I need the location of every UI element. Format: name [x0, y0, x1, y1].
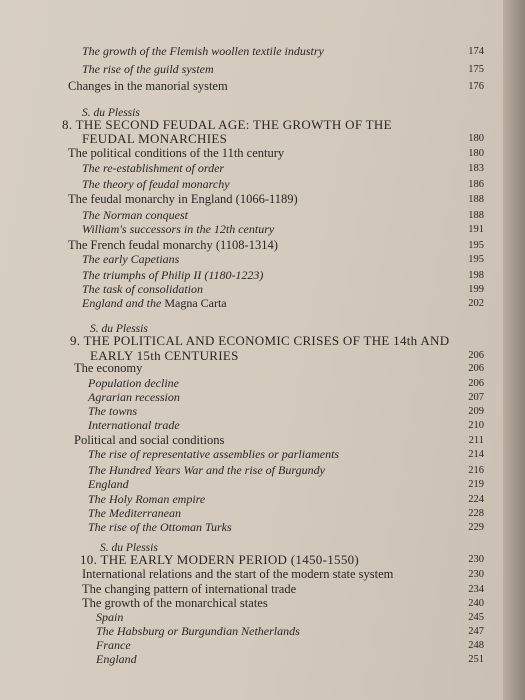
section-title: The theory of feudal monarchy: [82, 177, 230, 191]
section-title: The growth of the monarchical states: [82, 596, 268, 610]
toc-line: [0, 433, 525, 448]
section-title: The Mediterranean: [88, 506, 181, 520]
toc-line: [0, 376, 525, 391]
toc-line: [0, 447, 525, 462]
page-number: 202: [468, 298, 484, 309]
section-title: The towns: [88, 404, 138, 418]
section-title: The rise of the Ottoman Turks: [88, 520, 232, 534]
page-number: 228: [468, 508, 484, 519]
section-title: The Habsburg or Burgundian Netherlands: [96, 624, 300, 638]
toc-line: [0, 652, 525, 667]
page-number: 209: [468, 406, 484, 417]
toc-line: [0, 361, 525, 376]
toc-line: [0, 624, 525, 639]
page-number: 180: [468, 133, 484, 144]
page-number: 175: [468, 64, 484, 75]
toc-line: [0, 390, 525, 405]
section-title: England: [96, 652, 137, 666]
section-title: France: [96, 638, 131, 652]
page-number: 210: [468, 420, 484, 431]
section-title: The Hundred Years War and the rise of Burgundy: [88, 463, 325, 477]
section-title: England: [88, 477, 129, 491]
toc-line: [0, 333, 525, 348]
toc-line: [0, 117, 525, 132]
toc-line: [0, 404, 525, 419]
toc-line: [0, 268, 525, 283]
section-title: William's successors in the 12th century: [82, 222, 275, 236]
section-title: The rise of the guild system: [82, 62, 214, 76]
page-number: 234: [468, 584, 484, 595]
section-title: International relations and the start of the modern state system: [82, 567, 394, 581]
toc-line: [0, 161, 525, 176]
section-title: The re-establishment of order: [82, 161, 225, 175]
section-title: [82, 296, 227, 311]
page-number: 211: [468, 435, 484, 446]
page-number: 176: [468, 81, 484, 92]
toc-line: [0, 177, 525, 192]
page-number: 195: [468, 254, 484, 265]
page-number: 183: [468, 163, 484, 174]
page-number: 206: [468, 378, 484, 389]
section-title: The Holy Roman empire: [88, 492, 206, 506]
page-number: 188: [468, 194, 484, 205]
toc-line: [0, 62, 525, 77]
page-number: 248: [468, 640, 484, 651]
toc-line: [0, 208, 525, 223]
page-number: 219: [468, 479, 484, 490]
section-title: The economy: [74, 361, 143, 375]
section-title: The French feudal monarchy (1108-1314): [68, 238, 278, 252]
section-title: Agrarian recession: [88, 390, 180, 404]
section-title: The growth of the Flemish woollen textile industry: [82, 44, 324, 58]
toc-line: [0, 477, 525, 492]
page-number: 191: [468, 224, 484, 235]
section-title: Spain: [96, 610, 124, 624]
page-number: 206: [468, 350, 484, 361]
section-title: The feudal monarchy in England (1066-1189): [68, 192, 298, 206]
page-number: 224: [468, 494, 484, 505]
toc-line: [0, 252, 525, 267]
toc-line: [0, 463, 525, 478]
chapter-author: S. du Plessis: [100, 542, 158, 554]
section-title: Changes in the manorial system: [68, 79, 228, 93]
section-title: The Norman conquest: [82, 208, 188, 222]
page-number: 199: [468, 284, 484, 295]
toc-line: [0, 79, 525, 94]
toc-line: [0, 282, 525, 297]
section-title-part: Magna Carta: [164, 296, 227, 310]
toc-line: [0, 567, 525, 582]
page-number: 180: [468, 148, 484, 159]
chapter-title: 10. THE EARLY MODERN PERIOD (1450-1550): [80, 552, 360, 567]
toc-line: [0, 131, 525, 146]
page-number: 206: [468, 363, 484, 374]
chapter-title: 9. THE POLITICAL AND ECONOMIC CRISES OF THE 14th AND: [70, 333, 450, 348]
chapter-author: S. du Plessis: [82, 107, 140, 119]
page-number: 174: [468, 46, 484, 57]
page-number: 186: [468, 179, 484, 190]
toc-line: [0, 222, 525, 237]
toc-line: [0, 610, 525, 625]
section-title: The political conditions of the 11th century: [68, 146, 285, 160]
page-number: 188: [468, 210, 484, 221]
toc-line: [0, 296, 525, 311]
section-title: The triumphs of Philip II (1180-1223): [82, 268, 264, 282]
toc-line: [0, 552, 525, 567]
page-number: 247: [468, 626, 484, 637]
page-number: 251: [468, 654, 484, 665]
chapter-title: EARLY 15th CENTURIES: [90, 348, 239, 363]
section-title: International trade: [88, 418, 180, 432]
toc-line: [0, 520, 525, 535]
page-number: 207: [468, 392, 484, 403]
toc-line: [0, 238, 525, 253]
page-number: 198: [468, 270, 484, 281]
toc-line: [0, 492, 525, 507]
toc-line: [0, 192, 525, 207]
section-title: Population decline: [88, 376, 179, 390]
section-title: Political and social conditions: [74, 433, 225, 447]
page-number: 230: [468, 569, 484, 580]
page-number: 245: [468, 612, 484, 623]
chapter-title: 8. THE SECOND FEUDAL AGE: THE GROWTH OF THE: [62, 117, 392, 132]
section-title: The task of consolidation: [82, 282, 203, 296]
toc-line: [0, 596, 525, 611]
toc-line: [0, 582, 525, 597]
page-number: 195: [468, 240, 484, 251]
toc-line: [0, 146, 525, 161]
toc-line: [0, 506, 525, 521]
section-title: The changing pattern of international trade: [82, 582, 297, 596]
page-number: 229: [468, 522, 484, 533]
section-title-part: England and the: [82, 296, 165, 310]
toc-line: [0, 418, 525, 433]
toc-line: [0, 44, 525, 59]
page-number: 230: [468, 554, 484, 565]
section-title: The rise of representative assemblies or parliaments: [88, 447, 340, 461]
section-title: The early Capetians: [82, 252, 180, 266]
page-number: 214: [468, 449, 484, 460]
chapter-author: S. du Plessis: [90, 323, 148, 335]
chapter-title: FEUDAL MONARCHIES: [82, 131, 228, 146]
page-number: 216: [468, 465, 484, 476]
toc-line: [0, 638, 525, 653]
page-number: 240: [468, 598, 484, 609]
